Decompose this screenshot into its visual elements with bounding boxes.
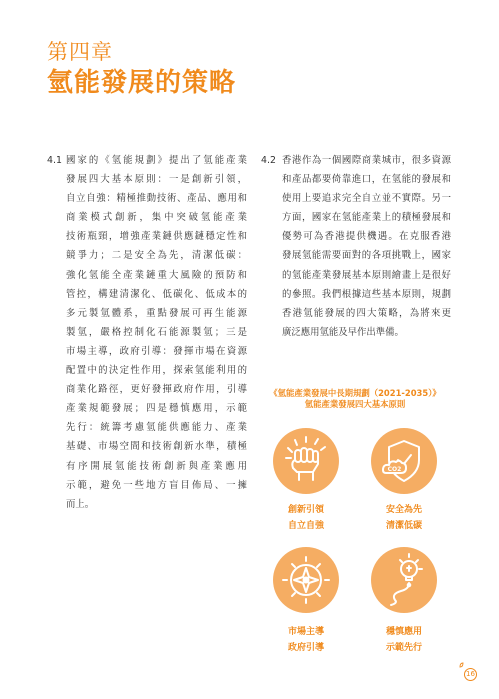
page-leaf-icon (459, 662, 464, 668)
text-line: 的氫能產業發展基本原則繪畫上是很好 (282, 269, 451, 281)
caption-line: 市場主導 (287, 627, 324, 637)
text-line: 強化氫能全產業鏈重大風險的預防和 (66, 269, 247, 281)
co2-label: CO2 (387, 466, 402, 473)
chapter-label: 第四章 (47, 40, 113, 64)
text-line: 香港氫能發展的四大策略，為將來更 (282, 307, 451, 319)
principle-1-circle (273, 428, 339, 494)
text-line: 示範，避免一些地方盲目佈局、一擁 (66, 479, 247, 491)
text-line: 多元製氫體系，重點發展可再生能源 (66, 307, 247, 319)
text-line: 產業規範發展；四是穩慎應用，示範 (66, 403, 247, 415)
text-line: 香港作為一個國際商業城市，很多資源 (282, 155, 451, 166)
caption-line: 清潔低碳 (385, 520, 422, 531)
principle-2-caption (364, 503, 444, 534)
text-line: 國家的《氫能規劃》提出了氫能產業 (66, 155, 247, 166)
caption-line: 示範先行 (385, 642, 422, 653)
text-line: 配置中的決定性作用，探索氫能利用的 (66, 365, 247, 377)
caption-line: 自立自強 (287, 520, 324, 531)
figure-title: 《氫能產業發展中長期規劃（2021-2035）》 (269, 388, 441, 398)
text-line: 有序開展氫能技術創新與產業應用 (66, 460, 247, 472)
shield-check-icon (371, 428, 437, 494)
principle-3-caption (266, 625, 346, 656)
text-line: 商業模式創新，集中突破氫能產業 (66, 212, 247, 224)
principle-4-circle (371, 547, 437, 613)
caption-line: 安全為先 (385, 505, 422, 515)
text-line: 先行：統籌考慮氫能供應能力、產業 (66, 422, 247, 434)
text-line: 技術瓶頸，增強產業鏈供應鏈穩定性和 (66, 231, 247, 243)
text-line: 優勢可為香港提供機遇。在克服香港 (282, 231, 451, 243)
text-line: 自立自強：精極推動技術、產品、應用和 (66, 193, 247, 205)
raised-fist-icon (273, 428, 339, 494)
text-line: 商業化路徑，更好發揮政府作用，引導 (66, 384, 247, 396)
text-line: 發展氫能需要面對的各項挑戰上，國家 (282, 250, 451, 262)
paragraph-number: 4.1 (47, 155, 62, 166)
figure-subtitle: 氫能產業發展四大基本原則 (304, 399, 406, 409)
principle-4-caption (364, 625, 444, 656)
text-line: 市場主導，政府引導：發揮市場在資源 (66, 345, 247, 357)
lightbulb-path-icon (371, 547, 437, 613)
paragraph-body (66, 151, 247, 514)
text-line: 廣泛應用氫能及早作出準備。 (282, 326, 404, 338)
paragraph-body (282, 151, 451, 342)
text-line: 和產品都要倚靠進口，在氫能的發展和 (282, 174, 451, 186)
chapter-title: 氫能發展的策略 (47, 68, 237, 98)
text-line: 基礎、市場空間和技術創新水準，積極 (66, 441, 247, 453)
compass-icon (273, 547, 339, 613)
principle-2-circle (371, 428, 437, 494)
page-number: 16 (464, 668, 477, 681)
caption-line: 政府引導 (287, 642, 324, 653)
text-line: 發展四大基本原則：一是創新引領， (66, 174, 247, 186)
paragraph-number: 4.2 (261, 155, 276, 166)
text-line: 管控，構建清潔化、低碳化、低成本的 (66, 288, 247, 300)
caption-line: 創新引領 (287, 505, 324, 515)
principle-1-caption (266, 503, 346, 534)
text-line: 製氫，嚴格控制化石能源製氫；三是 (66, 326, 247, 338)
principle-3-circle (273, 547, 339, 613)
text-line: 使用上要追求完全自立並不實際。另一 (282, 193, 451, 205)
caption-line: 穩慎應用 (385, 627, 422, 637)
text-line: 的參照。我們根據這些基本原則，規劃 (282, 288, 451, 300)
text-line: 競爭力；二是安全為先，清潔低碳： (66, 250, 247, 262)
text-line: 方面，國家在氫能產業上的積極發展和 (282, 212, 451, 224)
text-line: 而上。 (66, 498, 95, 510)
